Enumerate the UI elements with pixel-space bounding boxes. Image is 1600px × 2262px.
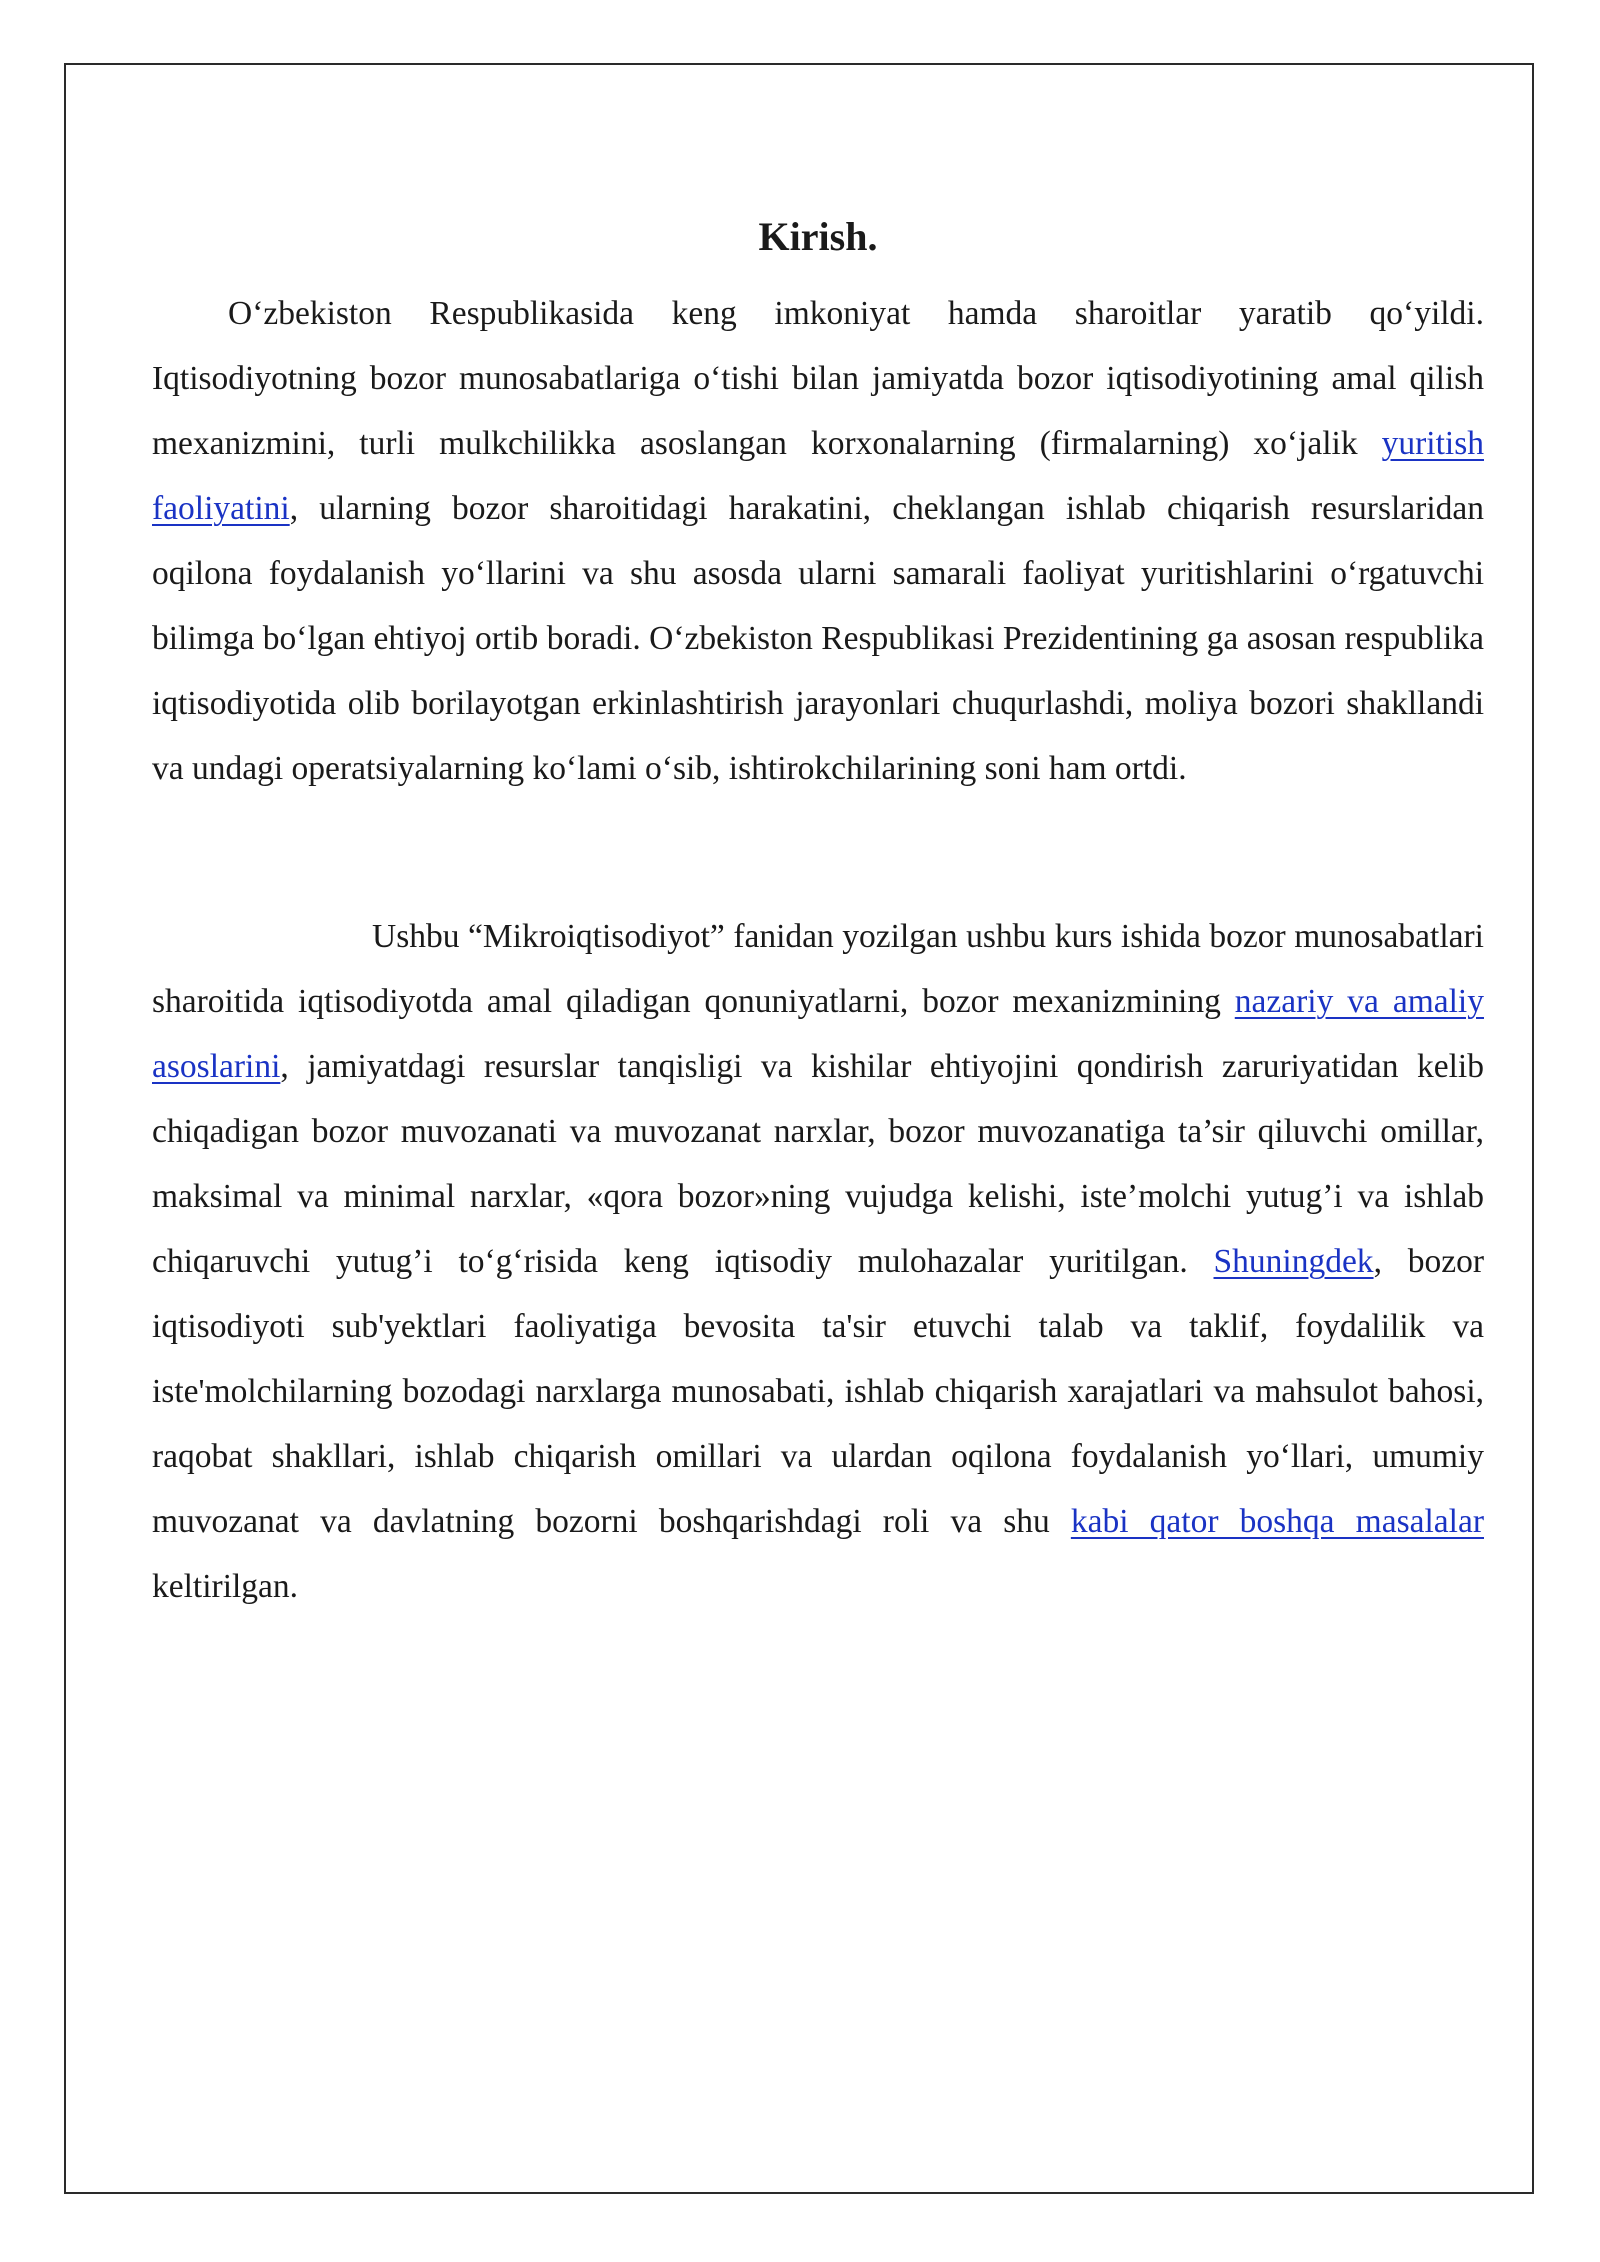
paragraph-intro xyxy=(152,281,1484,801)
paragraph-text: , ularning bozor sharoitidagi harakatini, cheklangan ishlab chiqarish resurslaridan oqilona foydalanish yo‘llarini va shu asosda ularni samarali faoliyat yuritishlarini o‘rgatuvchi bilimga bo‘lgan ehtiyoj ortib boradi. O‘zbekiston Respublikasi Prezidentining ga asosan respublika iqtisodiyotida olib borilayotgan erkinlashtirish jarayonlari chuqurlashdi, moliya bozori shakllandi va undagi operatsiyalarning ko‘lami o‘sib, ishtirokchilarining soni ham ortdi. xyxy=(152,490,1484,787)
paragraph-text: keltirilgan. xyxy=(152,1568,299,1605)
page-title: Kirish. xyxy=(758,214,878,259)
link-nazariy-va-amaliy-asoslarini[interactable]: nazariy va amaliy asoslarini xyxy=(152,983,1484,1085)
paragraph-text: , bozor iqtisodiyoti sub'yektlari faoliyatiga bevosita ta'sir etuvchi talab va taklif, foydalilik va iste'molchilarning bozodagi narxlarga munosabati, ishlab chiqarish xarajatlari va mahsulot bahosi, raqobat shakllari, ishlab chiqarish omillari va ulardan oqilona foydalanish yo‘llari, umumiy muvozanat va davlatning bozorni boshqarishdagi roli va shu xyxy=(152,1243,1484,1540)
link-kabi-qator-boshqa-masalalar[interactable]: kabi qator boshqa masalalar xyxy=(1070,1503,1484,1540)
link-yuritish-faoliyatini[interactable]: yuritish faoliyatini xyxy=(152,425,1484,527)
paragraph-text: , jamiyatdagi resurslar tanqisligi va kishilar ehtiyojini qondirish zaruriyatidan kelib chiqadigan bozor muvozanati va muvozanat narxlar, bozor muvozanatiga ta’sir qiluvchi omillar, maksimal va minimal narxlar, «qora bozor»ning vujudga kelishi, iste’molchi yutug’i va ishlab chiqaruvchi yutug’i to‘g‘risida keng iqtisodiy mulohazalar yuritilgan. xyxy=(152,1048,1484,1280)
paragraph-course-overview xyxy=(152,904,1484,1619)
link-shuningdek[interactable]: Shuningdek xyxy=(1213,1243,1374,1280)
document-body xyxy=(152,205,1484,1619)
paragraph-text: Ushbu “Mikroiqtisodiyot” fanidan yozilgan ushbu kurs ishida bozor munosabatlari sharoitida iqtisodiyotda amal qiladigan qonuniyatlarni, bozor mexanizmining xyxy=(152,918,1484,1020)
paragraph-text: O‘zbekiston Respublikasida keng imkoniyat hamda sharoitlar yaratib qo‘yildi. Iqtisodiyotning bozor munosabatlariga o‘tishi bilan jamiyatda bozor iqtisodiyotining amal qilish mexanizmini, turli mulkchilikka asoslangan korxonalarning (firmalarning) xo‘jalik xyxy=(152,295,1484,462)
